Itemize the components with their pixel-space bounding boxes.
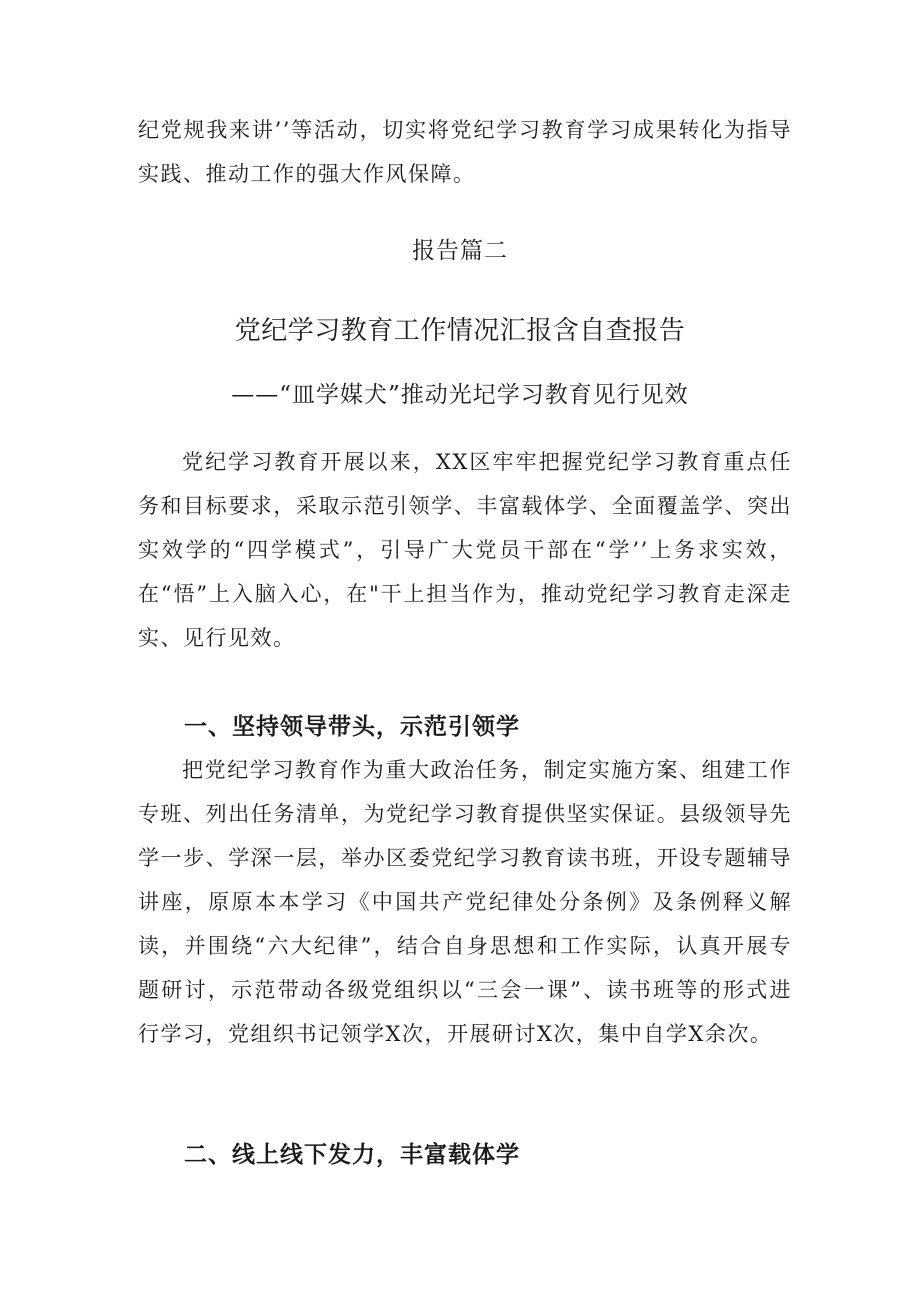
section-label: 报告篇二 (412, 238, 508, 264)
heading-2: 二、线上线下发力，丰富载体学 (184, 1141, 520, 1168)
subtitle: ——“皿学媒犬”推动光圮学习教育见行见效 (231, 382, 689, 408)
body-paragraph-2: 把党纪学习教育作为重大政治任务，制定实施方案、组建工作专班、列出任务清单，为党纪学习教育提供坚实保证。县级领导先学一步、学深一层，举办区委党纪学习教育读书班，开设专题辅导讲座，原原本本学习《中国共产党纪律处分条例》及条例释义解读，并围绕“六大纪律”，结合自身思想和工作实际，认真开展专题研讨，示范带动各级党组织以“三会一课”、读书班等的形式进行学习，党组织书记领学X次，开展研讨X次，集中自学X余次。 (138, 758, 792, 1046)
body-paragraph-1: 党纪学习教育开展以来，XX区牢牢把握党纪学习教育重点任务和目标要求，采取示范引领学、丰富载体学、全面覆盖学、突出实效学的“四学模式”，引导广大党员干部在“学’’上务求实效，在“悟”上入脑入心，在"干上担当作为，推动党纪学习教育走深走实、见行见效。 (138, 450, 792, 650)
heading-1: 一、坚持领导带头，示范引领学 (184, 713, 520, 740)
main-title: 党纪学习教育工作情况汇报含自查报告 (234, 316, 686, 346)
intro-paragraph: 纪党规我来讲’’等活动，切实将党纪学习教育学习成果转化为指导实践、推动工作的强大作风保障。 (138, 118, 792, 186)
